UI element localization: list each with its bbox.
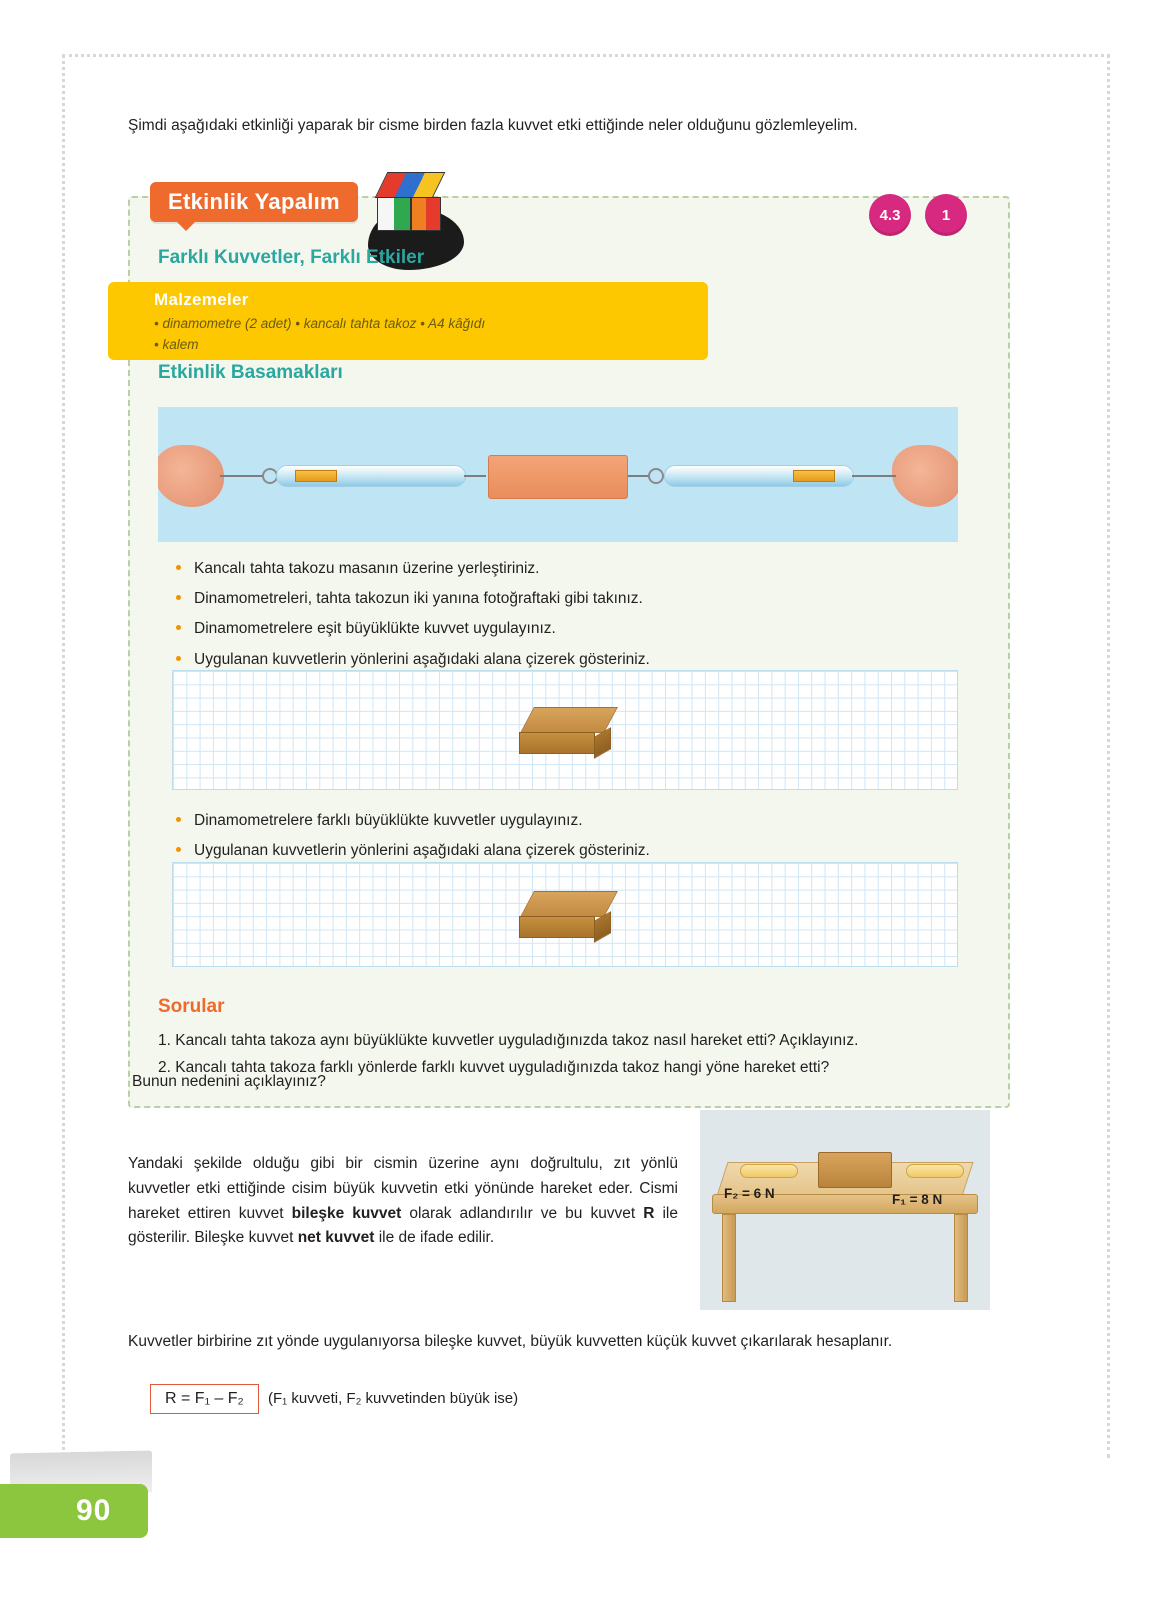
force-label-f2: F₂ = 6 N bbox=[724, 1186, 775, 1201]
cfp-bold-2: R bbox=[643, 1204, 655, 1222]
cfp-part-3: ile gösterilir. Bileşke kuvvet bbox=[128, 1204, 678, 1247]
materials-heading: Malzemeler bbox=[154, 290, 249, 309]
steps-heading: Etkinlik Basamakları bbox=[158, 362, 343, 383]
step-item: Dinamometrelere farklı büyüklükte kuvvetler uygulayınız. bbox=[172, 806, 992, 836]
grid-block-illustration-2 bbox=[519, 891, 611, 947]
dynamometer-left bbox=[276, 465, 466, 487]
figure-dynamometer-right bbox=[906, 1164, 964, 1178]
step-item: Uygulanan kuvvetlerin yönlerini aşağıdaki alana çizerek gösteriniz. bbox=[172, 645, 992, 675]
figure-wooden-block bbox=[818, 1152, 892, 1188]
grid-block-illustration-1 bbox=[519, 707, 611, 763]
steps-list-1 bbox=[172, 554, 992, 675]
bottom-paragraph: Kuvvetler birbirine zıt yönde uygulanıyorsa bileşke kuvvet, büyük kuvvetten küçük kuvvet çıkarılarak hesaplanır. bbox=[128, 1333, 893, 1350]
step-item: Dinamometrelere eşit büyüklükte kuvvet uygulayınız. bbox=[172, 614, 992, 644]
questions-heading: Sorular bbox=[158, 996, 225, 1017]
wooden-block-photo bbox=[488, 455, 628, 499]
formula-note: (F₁ kuvveti, F₂ kuvvetinden büyük ise) bbox=[268, 1390, 519, 1407]
cfp-bold-1: bileşke kuvvet bbox=[291, 1204, 402, 1222]
hand-left bbox=[158, 445, 224, 507]
activity-title: Farklı Kuvvetler, Farklı Etkiler bbox=[158, 247, 425, 268]
composite-force-paragraph bbox=[128, 1152, 678, 1251]
forces-on-table-figure bbox=[700, 1110, 990, 1310]
steps-list-2 bbox=[172, 806, 992, 866]
footer-green-tab bbox=[0, 1484, 148, 1538]
cfp-bold-3: net kuvvet bbox=[297, 1229, 375, 1247]
question-continuation: Bunun nedenini açıklayınız? bbox=[132, 1073, 326, 1090]
figure-dynamometer-left bbox=[740, 1164, 798, 1178]
question-item: 2. Kancalı tahta takoza farklı yönlerde farklı kuvvet uyguladığınızda takoz hangi yöne hareket etti? bbox=[158, 1059, 830, 1077]
drawing-grid-1[interactable] bbox=[172, 670, 958, 790]
experiment-photo bbox=[158, 407, 958, 542]
step-item: Dinamometreleri, tahta takozun iki yanına fotoğraftaki gibi takınız. bbox=[172, 584, 992, 614]
materials-line-2: • kalem bbox=[154, 336, 199, 352]
cfp-part-1: Yandaki şekilde olduğu gibi bir cismin üzerine aynı doğrultulu, zıt yönlü kuvvetler etki ettiğinde cisim büyük kuvvetin etki yönünde hareket eder. Cismi hareket ettiren kuvvet bbox=[128, 1155, 678, 1222]
activity-tab-label: Etkinlik Yapalım bbox=[150, 182, 358, 222]
badge-objective: 4.3 bbox=[869, 194, 911, 236]
materials-box bbox=[108, 282, 708, 360]
drawing-grid-2[interactable] bbox=[172, 862, 958, 967]
rubiks-cube-icon bbox=[375, 172, 445, 242]
intro-paragraph: Şimdi aşağıdaki etkinliği yaparak bir cisme birden fazla kuvvet etki ettiğinde neler olduğunu gözlemleyelim. bbox=[128, 117, 858, 134]
page-number: 90 bbox=[76, 1494, 112, 1527]
step-item: Uygulanan kuvvetlerin yönlerini aşağıdaki alana çizerek gösteriniz. bbox=[172, 836, 992, 866]
cfp-part-4: ile de ifade edilir. bbox=[374, 1229, 495, 1247]
cfp-part-2: olarak adlandırılır ve bu kuvvet bbox=[401, 1204, 644, 1222]
table-leg-left bbox=[722, 1214, 736, 1302]
badge-hand-icon: 1 bbox=[925, 194, 967, 236]
hand-right bbox=[892, 445, 958, 507]
formula-box: R = F₁ – F₂ bbox=[150, 1384, 259, 1414]
dynamometer-right bbox=[664, 465, 854, 487]
force-label-f1: F₁ = 8 N bbox=[892, 1192, 943, 1207]
step-item: Kancalı tahta takozu masanın üzerine yerleştiriniz. bbox=[172, 554, 992, 584]
question-item: 1. Kancalı tahta takoza aynı büyüklükte kuvvetler uyguladığınızda takoz nasıl hareket etti? Açıklayınız. bbox=[158, 1032, 859, 1049]
table-leg-right bbox=[954, 1214, 968, 1302]
materials-line-1: • dinamometre (2 adet) • kancalı tahta takoz • A4 kâğıdı bbox=[154, 316, 486, 331]
